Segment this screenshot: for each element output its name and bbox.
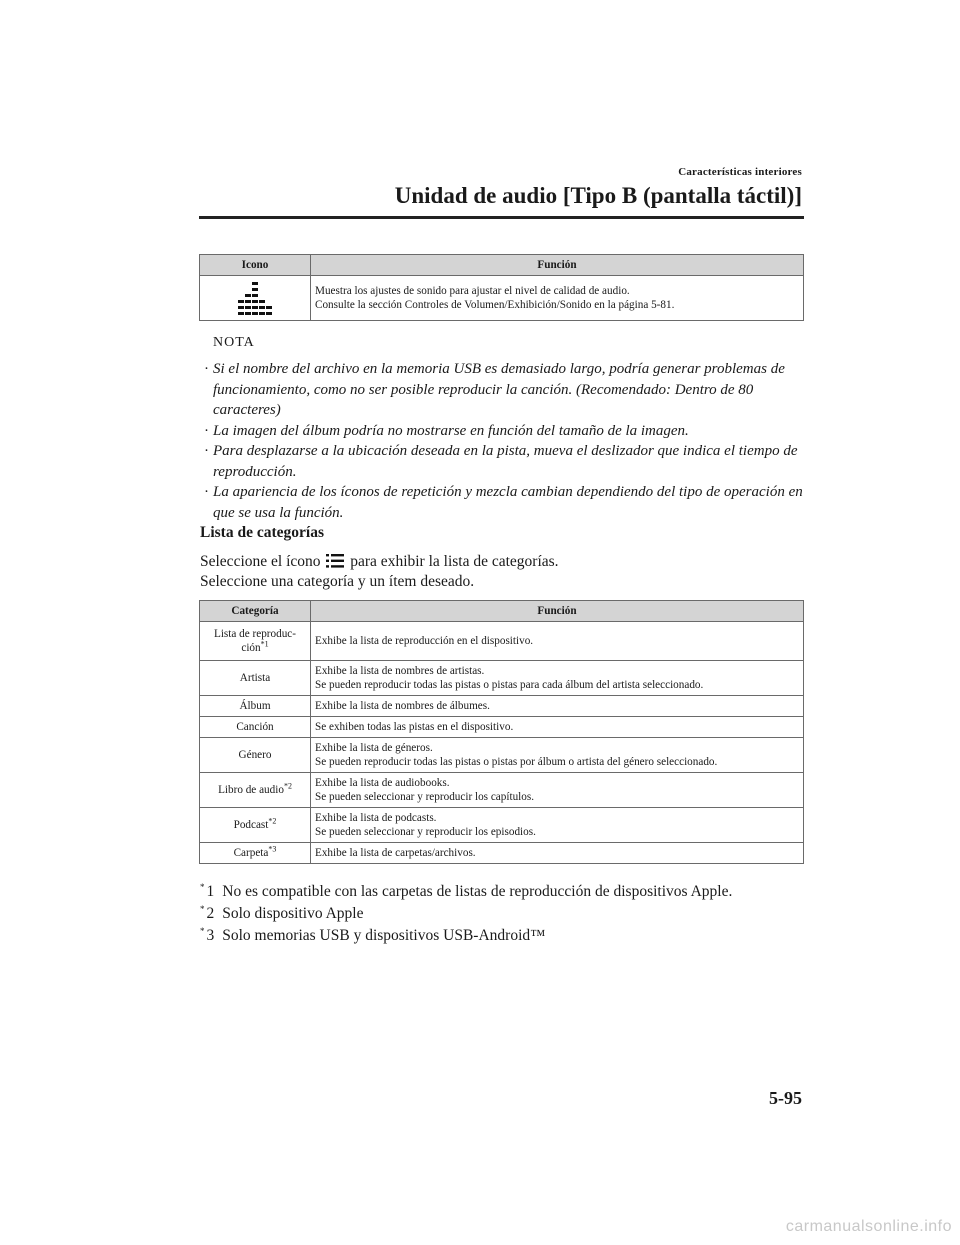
- footnote-mark: *3: [268, 844, 277, 854]
- footnote-number: 1: [206, 883, 215, 900]
- category-heading: Lista de categorías: [200, 524, 324, 541]
- footnote-text: Solo dispositivo Apple: [222, 905, 364, 922]
- category-label: Lista de reproduc-ción: [213, 628, 296, 654]
- function-line: Muestra los ajustes de sonido para ajustar el nivel de calidad de audio.: [315, 285, 630, 297]
- footnote: [200, 926, 545, 945]
- function-line: Se exhiben todas las pistas en el dispositivo.: [315, 721, 514, 733]
- icon-table-header-icono: Icono: [200, 255, 311, 276]
- function-line: Exhibe la lista de podcasts.: [315, 812, 437, 824]
- table-row: [200, 696, 804, 717]
- category-label: Libro de audio: [218, 784, 284, 796]
- category-table: [199, 600, 804, 864]
- category-cell: [200, 661, 311, 696]
- function-line: Exhibe la lista de carpetas/archivos.: [315, 847, 476, 859]
- category-cell: [200, 773, 311, 808]
- function-line: Se pueden reproducir todas las pistas o pistas por álbum o artista del género seleccionado.: [315, 756, 718, 768]
- function-cell: [311, 661, 804, 696]
- category-instruction-1: [200, 553, 559, 571]
- category-table-header-funcion: Función: [311, 601, 804, 622]
- function-cell: [311, 738, 804, 773]
- note-item: [203, 441, 803, 482]
- bullet: ·: [204, 361, 209, 377]
- function-cell: [311, 717, 804, 738]
- footnote-star: *: [200, 882, 205, 892]
- function-line: Exhibe la lista de nombres de álbumes.: [315, 700, 490, 712]
- category-cell: [200, 843, 311, 864]
- table-row: [200, 808, 804, 843]
- function-cell: [311, 622, 804, 661]
- section-label: Características interiores: [678, 166, 802, 178]
- function-line: Se pueden seleccionar y reproducir los episodios.: [315, 826, 536, 838]
- note-list: [203, 359, 803, 523]
- function-cell: [311, 696, 804, 717]
- function-cell: [311, 808, 804, 843]
- table-row: [200, 276, 804, 321]
- footnote: [200, 904, 364, 923]
- title-rule: [199, 216, 804, 219]
- footnote-mark: *2: [283, 781, 292, 791]
- icon-cell: [200, 276, 311, 321]
- category-label: Podcast: [233, 819, 269, 831]
- function-cell: [311, 843, 804, 864]
- function-line: Exhibe la lista de reproducción en el dispositivo.: [315, 635, 534, 647]
- list-icon: [326, 554, 344, 568]
- bullet: ·: [204, 443, 209, 459]
- table-row: [200, 738, 804, 773]
- instruction-text: Seleccione el ícono: [200, 553, 321, 570]
- note-text: La imagen del álbum podría no mostrarse en función del tamaño de la imagen.: [213, 422, 689, 439]
- table-row: [200, 717, 804, 738]
- function-line: Se pueden reproducir todas las pistas o pistas para cada álbum del artista seleccionado.: [315, 679, 704, 691]
- note-text: La apariencia de los íconos de repetición y mezcla cambian dependiendo del tipo de operación en que se usa la función.: [213, 484, 803, 521]
- category-table-header-categoria: Categoría: [200, 601, 311, 622]
- category-label: Álbum: [239, 700, 271, 712]
- footnote-text: Solo memorias USB y dispositivos USB-Android™: [222, 927, 546, 944]
- function-cell: [311, 276, 804, 321]
- note-item: [203, 482, 803, 523]
- footnote-mark: *1: [260, 639, 269, 649]
- function-line: Exhibe la lista de géneros.: [315, 742, 433, 754]
- category-cell: [200, 696, 311, 717]
- bullet: ·: [204, 484, 209, 500]
- category-label: Género: [238, 749, 272, 761]
- note-heading: NOTA: [213, 335, 255, 350]
- note-text: Si el nombre del archivo en la memoria USB es demasiado largo, podría generar problemas de funcionamiento, como no ser posible reproducir la canción. (Recomendado: Dentro de 80 caracteres): [213, 361, 785, 418]
- table-row: [200, 843, 804, 864]
- sound-settings-icon: [235, 280, 275, 316]
- note-text: Para desplazarse a la ubicación deseada en la pista, mueva el deslizador que indica el tiempo de reproducción.: [213, 443, 798, 480]
- icon-table-header-row: [200, 255, 804, 276]
- footnote-star: *: [200, 904, 205, 914]
- category-cell: [200, 622, 311, 661]
- footnote-number: 3: [206, 927, 215, 944]
- footnote-text: No es compatible con las carpetas de listas de reproducción de dispositivos Apple.: [222, 883, 733, 900]
- function-cell: [311, 773, 804, 808]
- function-line: Exhibe la lista de nombres de artistas.: [315, 665, 485, 677]
- category-cell: [200, 717, 311, 738]
- table-row: [200, 773, 804, 808]
- category-cell: [200, 808, 311, 843]
- watermark: carmanualsonline.info: [785, 1218, 952, 1235]
- function-line: Se pueden seleccionar y reproducir los capítulos.: [315, 791, 535, 803]
- category-label: Carpeta: [233, 847, 269, 859]
- footnote-mark: *2: [268, 816, 277, 826]
- table-row: [200, 661, 804, 696]
- bullet: ·: [204, 422, 209, 439]
- category-cell: [200, 738, 311, 773]
- footnote-number: 2: [206, 905, 215, 922]
- table-row: [200, 622, 804, 661]
- category-instruction-2: Seleccione una categoría y un ítem deseado.: [200, 573, 475, 590]
- footnote-star: *: [200, 926, 205, 936]
- page-number: 5-95: [769, 1088, 802, 1108]
- category-label: Canción: [236, 721, 274, 733]
- page-title: Unidad de audio [Tipo B (pantalla táctil)]: [394, 183, 802, 208]
- icon-function-table: [199, 254, 804, 321]
- icon-table-header-funcion: Función: [311, 255, 804, 276]
- function-line: Consulte la sección Controles de Volumen/Exhibición/Sonido en la página 5-81.: [315, 299, 675, 311]
- category-label: Artista: [239, 672, 271, 684]
- function-line: Exhibe la lista de audiobooks.: [315, 777, 450, 789]
- note-item: [203, 359, 803, 421]
- footnote: [200, 882, 732, 901]
- note-item: [203, 421, 803, 442]
- instruction-text: para exhibir la lista de categorías.: [350, 553, 559, 570]
- category-table-header-row: [200, 601, 804, 622]
